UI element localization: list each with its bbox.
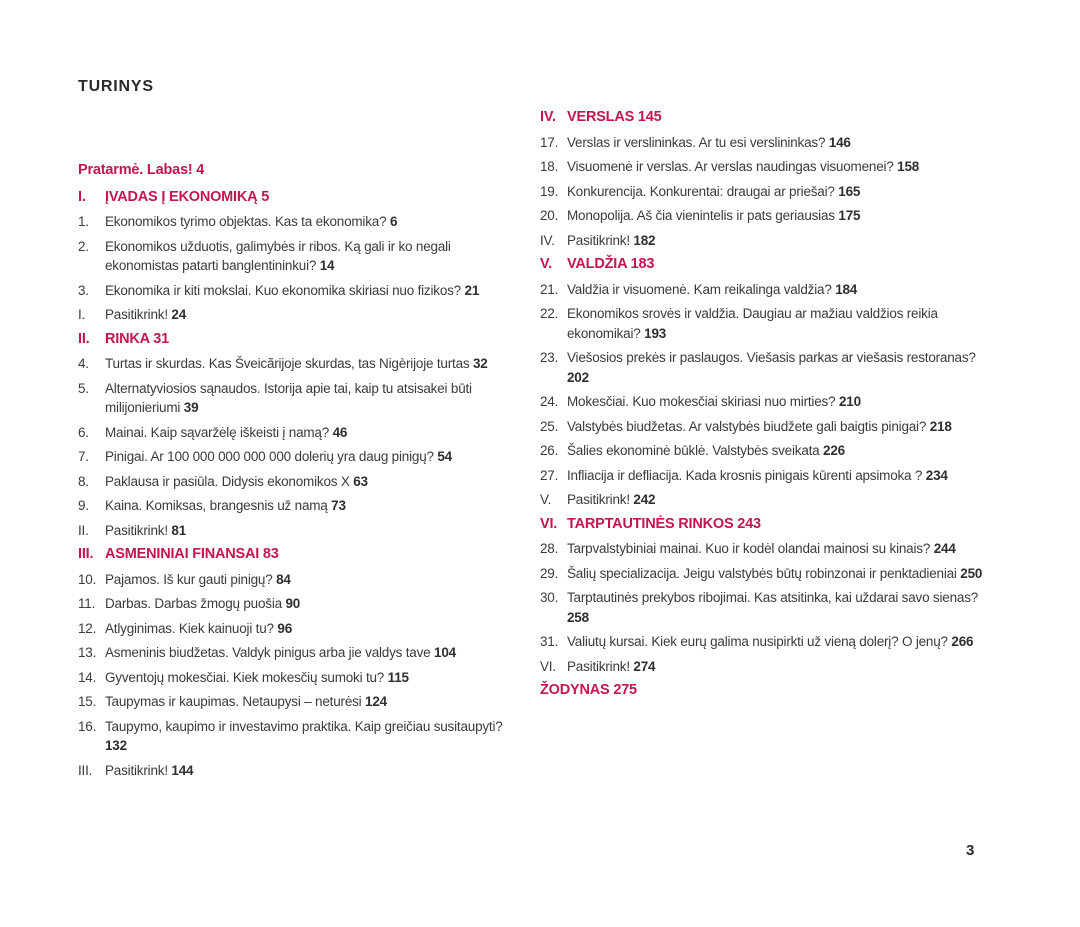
toc-entry-body xyxy=(105,237,524,276)
toc-entry-title: Šalių specializacija. Jeigu valstybės būtų robinzonai ir penktadieniai xyxy=(567,565,961,581)
toc-entry-title: Turtas ir skurdas. Kas Šveicãrijoje skurdas, tas Nigèrijoje turtas xyxy=(105,356,473,371)
toc-entry-title: Valdžia ir visuomenė. Kam reikalinga valdžia? xyxy=(567,281,836,297)
toc-entry-page: 132 xyxy=(105,738,127,753)
toc-entry-page: 146 xyxy=(828,134,851,150)
toc-entry-title: Pasitikrink! xyxy=(567,658,634,674)
toc-entry-number: 20. xyxy=(540,208,559,223)
toc-entry-body xyxy=(567,564,996,584)
toc-entry-body xyxy=(567,255,996,275)
toc-entry-number: 28. xyxy=(540,541,559,556)
toc-entry-body xyxy=(567,304,996,343)
toc-entry-page: 6 xyxy=(389,214,398,229)
toc-entry-page: 21 xyxy=(464,282,480,298)
toc-entry-number: 30. xyxy=(540,590,559,605)
toc-entry-body xyxy=(567,515,996,535)
toc-entry-page: 202 xyxy=(567,369,589,385)
toc-entry-title: Infliacija ir defliacija. Kada krosnis pinigais kūrenti apsimoka ? xyxy=(567,467,926,483)
toc-entry-body xyxy=(105,619,524,639)
toc-entry-title: Pratarmė. Labas! xyxy=(78,162,197,178)
toc-entry-page: 81 xyxy=(171,522,187,538)
toc-entry xyxy=(540,108,996,128)
toc-entry-number: 2. xyxy=(78,238,89,254)
toc-entry-body xyxy=(567,490,996,510)
toc-entry xyxy=(78,643,524,663)
toc-entry xyxy=(540,304,996,343)
toc-entry xyxy=(78,447,524,467)
toc-entry-body xyxy=(105,423,524,443)
toc-entry-page: 226 xyxy=(823,443,845,458)
toc-entry-number: 19. xyxy=(540,183,559,199)
toc-entry-title: Asmeninis biudžetas. Valdyk pinigus arba jie valdys tave xyxy=(105,645,435,660)
toc-entry-page: 242 xyxy=(633,492,656,507)
toc-entry-page: 39 xyxy=(183,400,199,415)
toc-entry-number: 13. xyxy=(78,645,97,660)
toc-entry-page: 193 xyxy=(644,325,667,341)
toc-entry-title: Taupymas ir kaupimas. Netaupysi – neturėsi xyxy=(105,694,366,709)
toc-entry-title: Pasitikrink! xyxy=(567,232,634,248)
toc-entry-page: 144 xyxy=(171,762,194,778)
toc-entry-number: 12. xyxy=(78,620,97,636)
toc-entry-title: Pasitikrink! xyxy=(105,762,172,778)
toc-entry xyxy=(540,280,996,300)
toc-entry-body xyxy=(105,692,524,712)
toc-entry-title: Paklausa ir pasiūla. Didysis ekonomikos X xyxy=(105,473,354,489)
toc-entry xyxy=(540,441,996,461)
toc-entry-title: Pinigai. Ar 100 000 000 000 000 dolerių yra daug pinigų? xyxy=(105,449,438,464)
toc-entry-body xyxy=(567,280,996,300)
toc-entry xyxy=(78,305,524,325)
toc-entry-body xyxy=(105,379,524,418)
toc-entry-title: Mokesčiai. Kuo mokesčiai skiriasi nuo mirties? xyxy=(567,394,839,409)
toc-entry xyxy=(78,496,524,516)
toc-entry xyxy=(540,515,996,535)
toc-entry-title: VALDŽIA xyxy=(567,256,631,272)
toc-entry xyxy=(540,564,996,584)
toc-entry-title: VERSLAS xyxy=(567,109,638,125)
toc-entry-number: 17. xyxy=(540,134,559,150)
toc-entry-title: Tarpvalstybiniai mainai. Kuo ir kodėl olandai mainosi su kinais? xyxy=(567,541,934,556)
toc-entry-page: 31 xyxy=(153,330,169,347)
toc-entry xyxy=(540,632,996,652)
toc-entry-number: V. xyxy=(540,492,552,507)
toc-entry-title: Atlyginimas. Kiek kainuoji tu? xyxy=(105,620,278,636)
toc-entry-number: III. xyxy=(78,762,93,778)
toc-entry-number: 25. xyxy=(540,418,559,434)
toc-entry-body xyxy=(105,354,524,374)
toc-entry-body xyxy=(105,188,524,208)
toc-entry-body xyxy=(105,496,524,516)
toc-entry xyxy=(78,521,524,541)
toc-entry xyxy=(540,392,996,412)
toc-entry xyxy=(78,354,524,374)
toc-entry-title: Gyventojų mokesčiai. Kiek mokesčių sumoki tu? xyxy=(105,669,388,685)
toc-entry-number: 29. xyxy=(540,565,559,581)
toc-entry xyxy=(540,157,996,177)
toc-entry xyxy=(78,692,524,712)
toc-entry xyxy=(540,255,996,275)
toc-entry-page: 218 xyxy=(929,418,952,434)
toc-entry-page: 275 xyxy=(613,682,637,698)
toc-entry-number: 1. xyxy=(78,214,89,229)
toc-entry-body xyxy=(105,281,524,301)
toc-entry-title: Valstybės biudžetas. Ar valstybės biudžete gali baigtis pinigai? xyxy=(567,418,930,434)
toc-entry-page: 104 xyxy=(434,645,456,660)
toc-entry-title: Šalies ekonominė būklė. Valstybės sveikata xyxy=(567,443,824,458)
toc-entry-number: 26. xyxy=(540,443,559,458)
toc-entry-title: Valiutų kursai. Kiek eurų galima nusipirkti už vieną dolerį? O jenų? xyxy=(567,634,952,649)
toc-entry-body xyxy=(567,157,996,177)
toc-entry xyxy=(78,281,524,301)
toc-entry-title: Pajamos. Iš kur gauti pinigų? xyxy=(105,571,277,587)
toc-entry-number: 16. xyxy=(78,718,97,734)
toc-entry-page: 183 xyxy=(630,256,655,272)
toc-entry-page: 84 xyxy=(276,571,291,587)
toc-entry xyxy=(540,466,996,486)
toc-entry xyxy=(78,668,524,688)
toc-entry xyxy=(78,545,524,565)
toc-entry-page: 124 xyxy=(365,694,387,709)
toc-entry-body xyxy=(540,681,996,701)
toc-entry xyxy=(78,330,524,350)
toc-entry-body xyxy=(567,133,996,153)
toc-entry-page: 5 xyxy=(261,188,270,205)
toc-entry xyxy=(78,212,524,232)
toc-column-left xyxy=(78,161,524,785)
toc-entry-number: IV. xyxy=(540,232,555,248)
toc-entry-title: ĮVADAS Į EKONOMIKĄ xyxy=(105,188,262,205)
toc-entry-page: 83 xyxy=(262,546,279,562)
toc-entry xyxy=(78,619,524,639)
toc-entry-page: 115 xyxy=(387,669,409,685)
toc-entry-title: Verslas ir verslininkas. Ar tu esi verslininkas? xyxy=(567,134,829,150)
toc-entry xyxy=(540,231,996,251)
toc-entry-page: 266 xyxy=(951,634,974,649)
toc-entry-body xyxy=(105,643,524,663)
toc-entry xyxy=(540,588,996,627)
toc-entry-page: 54 xyxy=(437,449,452,464)
toc-entry-title: Kaina. Komiksas, brangesnis už namą xyxy=(105,498,332,513)
toc-entry xyxy=(78,188,524,208)
toc-entry xyxy=(78,570,524,590)
toc-entry-number: 11. xyxy=(78,596,96,611)
toc-entry-page: 4 xyxy=(196,162,205,178)
toc-entry-number: 8. xyxy=(78,473,89,489)
toc-entry-title: ŽODYNAS xyxy=(540,682,614,698)
toc-entry-page: 24 xyxy=(171,307,187,322)
toc-entry-page: 184 xyxy=(835,281,858,297)
toc-entry-page: 46 xyxy=(332,424,348,440)
toc-entry-title: Konkurencija. Konkurentai: draugai ar priešai? xyxy=(567,183,839,199)
toc-entry-number: 23. xyxy=(540,350,559,365)
toc-entry-body xyxy=(567,588,996,627)
toc-entry-body xyxy=(567,441,996,461)
toc-entry xyxy=(78,717,524,756)
toc-entry-title: Pasitikrink! xyxy=(567,492,634,507)
toc-entry xyxy=(78,423,524,443)
toc-entry-number: 7. xyxy=(78,449,89,464)
toc-entry-title: Visuomenė ir verslas. Ar verslas naudingas visuomenei? xyxy=(567,159,898,174)
toc-entry-title: Tarptautinės prekybos ribojimai. Kas atsitinka, kai uždarai savo sienas? xyxy=(567,590,979,605)
toc-entry xyxy=(540,206,996,226)
toc-entry-page: 175 xyxy=(838,208,861,223)
toc-entry-number: 10. xyxy=(78,571,97,587)
toc-entry-title: Ekonomika ir kiti mokslai. Kuo ekonomika skiriasi nuo fizikos? xyxy=(105,282,465,298)
toc-entry-number: 22. xyxy=(540,306,559,321)
toc-entry-page: 90 xyxy=(285,596,301,611)
toc-entry-page: 182 xyxy=(633,232,656,248)
toc-entry-page: 96 xyxy=(277,620,293,636)
toc-entry xyxy=(540,657,996,677)
toc-entry-body xyxy=(567,108,996,128)
toc-entry xyxy=(78,472,524,492)
toc-entry-title: Monopolija. Aš čia vienintelis ir pats geriausias xyxy=(567,208,839,223)
toc-entry-body xyxy=(105,447,524,467)
toc-entry-body xyxy=(105,472,524,492)
toc-entry-number: 6. xyxy=(78,424,89,440)
toc-entry-number: 18. xyxy=(540,159,559,174)
toc-entry-title: Mainai. Kaip sąvaržėlę iškeisti į namą? xyxy=(105,424,333,440)
toc-entry-body xyxy=(567,182,996,202)
toc-entry-page: 158 xyxy=(897,159,920,174)
toc-entry-title: Alternatyviosios sąnaudos. Istorija apie tai, kaip tu atsisakei būti milijonieriumi xyxy=(105,380,472,415)
toc-entry-page: 165 xyxy=(838,183,861,199)
toc-entry-body xyxy=(567,539,996,559)
toc-entry-title: RINKA xyxy=(105,330,154,347)
toc-entry-page: 210 xyxy=(838,394,861,409)
toc-entry-body xyxy=(105,330,524,350)
page-number: 3 xyxy=(966,842,975,859)
toc-entry-title: Ekonomikos tyrimo objektas. Kas ta ekonomika? xyxy=(105,214,390,229)
toc-entry-number: 31. xyxy=(540,634,559,649)
toc-entry-page: 32 xyxy=(473,356,488,371)
toc-entry-body xyxy=(567,392,996,412)
toc-entry-title: Darbas. Darbas žmogų puošia xyxy=(105,596,286,611)
toc-entry-number: 15. xyxy=(78,694,97,709)
toc-entry-body xyxy=(567,657,996,677)
toc-entry-body xyxy=(567,466,996,486)
toc-entry-number: VI. xyxy=(540,658,556,674)
toc-entry-title: ASMENINIAI FINANSAI xyxy=(105,546,263,562)
toc-entry-page: 73 xyxy=(331,498,346,513)
toc-entry-page: 258 xyxy=(567,609,589,625)
page-title: TURINYS xyxy=(78,78,154,95)
toc-entry-page: 250 xyxy=(960,565,983,581)
toc-entry-number: II. xyxy=(78,330,90,347)
toc-entry-page: 63 xyxy=(353,473,368,489)
toc-entry-title: Taupymo, kaupimo ir investavimo praktika. Kaip greičiau susitaupyti? xyxy=(105,718,503,734)
toc-entry-number: IV. xyxy=(540,109,556,125)
toc-entry-number: 27. xyxy=(540,467,559,483)
toc-entry-body xyxy=(567,206,996,226)
toc-entry-number: 14. xyxy=(78,669,97,685)
toc-entry xyxy=(540,348,996,387)
toc-entry xyxy=(78,237,524,276)
toc-entry-page: 234 xyxy=(925,467,948,483)
toc-entry xyxy=(78,594,524,614)
toc-entry-body xyxy=(105,545,524,565)
toc-entry-title: Pasitikrink! xyxy=(105,307,172,322)
toc-entry-number: 21. xyxy=(540,281,559,297)
toc-entry-title: Pasitikrink! xyxy=(105,522,172,538)
toc-entry-page: 14 xyxy=(319,258,335,273)
toc-entry-number: 24. xyxy=(540,394,559,409)
toc-entry-number: 3. xyxy=(78,282,89,298)
toc-entry-page: 274 xyxy=(633,658,656,674)
toc-entry-title: TARPTAUTINĖS RINKOS xyxy=(567,515,738,532)
toc-entry-body xyxy=(105,594,524,614)
toc-entry-body xyxy=(105,212,524,232)
toc-entry-number: V. xyxy=(540,256,552,272)
toc-entry xyxy=(78,379,524,418)
toc-entry-title: Viešosios prekės ir paslaugos. Viešasis parkas ar viešasis restoranas? xyxy=(567,350,976,365)
toc-entry-page: 243 xyxy=(737,515,761,532)
toc-column-right xyxy=(540,105,996,706)
toc-entry xyxy=(540,681,996,701)
toc-entry-number: I. xyxy=(78,188,86,205)
toc-entry-number: 5. xyxy=(78,380,89,396)
toc-entry-number: III. xyxy=(78,546,94,562)
toc-entry-number: I. xyxy=(78,307,86,322)
toc-entry-body xyxy=(567,348,996,387)
toc-entry xyxy=(540,133,996,153)
toc-entry xyxy=(78,761,524,781)
toc-entry-body xyxy=(105,521,524,541)
toc-entry-number: 9. xyxy=(78,498,89,513)
toc-entry-body xyxy=(567,231,996,251)
toc-entry-body xyxy=(567,632,996,652)
toc-entry-body xyxy=(105,668,524,688)
toc-entry-page: 244 xyxy=(933,541,956,556)
toc-entry-title: Ekonomikos srovės ir valdžia. Daugiau ar mažiau valdžios reikia ekonomikai? xyxy=(567,306,938,341)
toc-entry-number: 4. xyxy=(78,356,89,371)
toc-entry-page: 145 xyxy=(637,109,662,125)
toc-entry-body xyxy=(105,717,524,756)
toc-entry-body xyxy=(78,161,524,181)
toc-entry-body xyxy=(105,570,524,590)
toc-entry-body xyxy=(567,417,996,437)
toc-entry xyxy=(540,490,996,510)
toc-entry xyxy=(540,417,996,437)
toc-entry xyxy=(540,182,996,202)
toc-entry-number: II. xyxy=(78,522,89,538)
toc-entry-body xyxy=(105,761,524,781)
toc-entry-body xyxy=(105,305,524,325)
toc-entry xyxy=(540,539,996,559)
toc-entry-title: Ekonomikos užduotis, galimybės ir ribos. Ką gali ir ko negali ekonomistas patarti banglentininkui? xyxy=(105,238,451,273)
toc-entry-number: VI. xyxy=(540,515,558,532)
toc-entry xyxy=(78,161,524,181)
